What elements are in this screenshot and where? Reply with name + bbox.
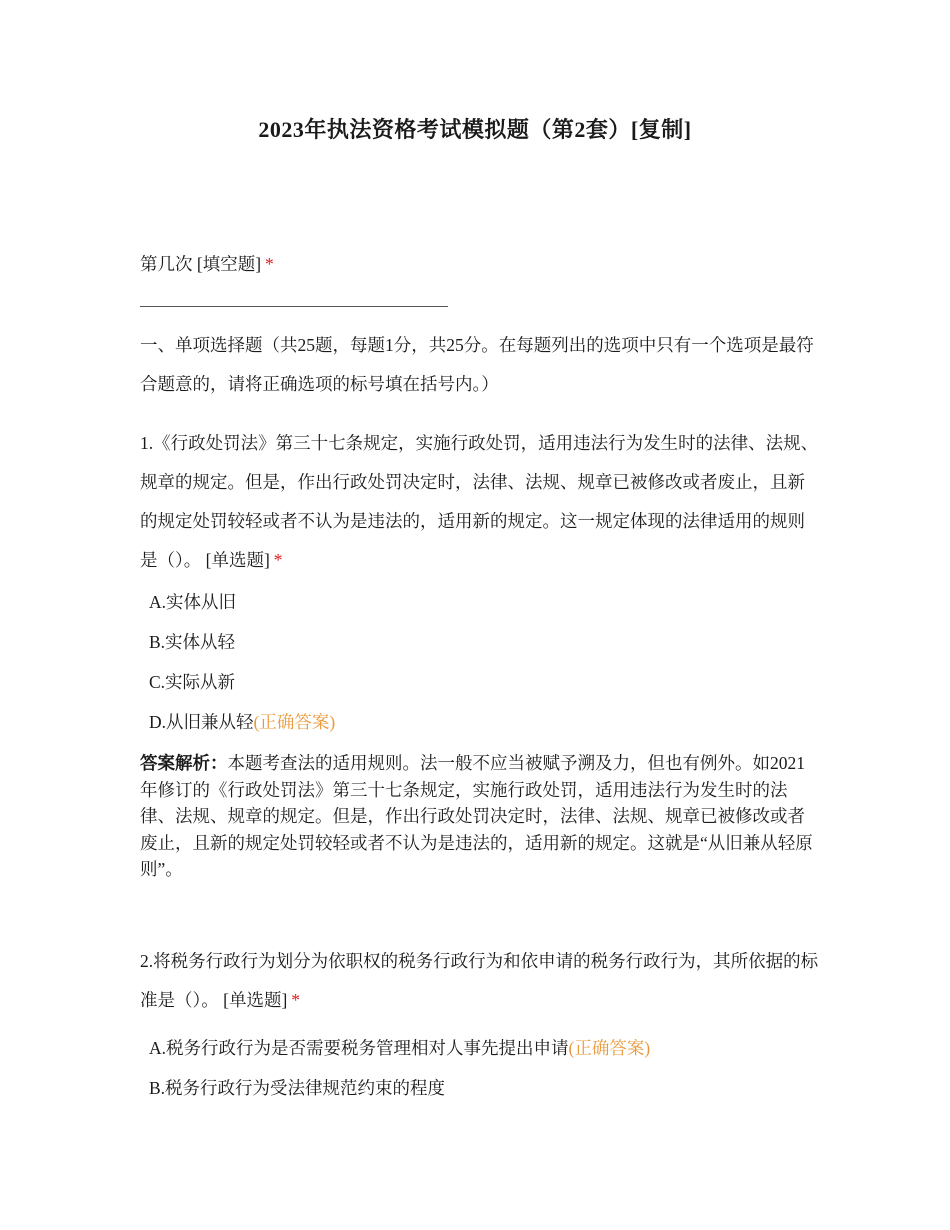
- required-mark: *: [291, 990, 301, 1010]
- question-1-stem: [140, 424, 820, 580]
- option-b[interactable]: [149, 630, 235, 654]
- option-text: A.实体从旧: [149, 592, 237, 612]
- option-text: D.从旧兼从轻: [149, 712, 254, 732]
- correct-answer-tag: (正确答案): [568, 1038, 651, 1058]
- option-b[interactable]: [149, 1076, 445, 1100]
- option-text: B.实体从轻: [149, 632, 236, 652]
- answer-analysis: [140, 750, 820, 883]
- question-2-stem: [140, 942, 820, 1020]
- option-d[interactable]: [149, 710, 335, 734]
- correct-answer-tag: (正确答案): [253, 712, 336, 732]
- question-type: [单选题]: [205, 550, 270, 570]
- page-title: 2023年执法资格考试模拟题（第2套）[复制]: [258, 117, 692, 142]
- fill-question-label-row: [140, 250, 820, 278]
- question-stem-text: 1.《行政处罚法》第三十七条规定，实施行政处罚，适用违法行为发生时的法律、法规、规章的规定。但是，作出行政处罚决定时，法律、法规、规章已被修改或者废止，且新的规定处罚较轻或者不认为是违法的，适用新的规定。这一规定体现的法律适用的规则是（）。: [140, 433, 819, 570]
- analysis-text: 本题考查法的适用规则。法一般不应当被赋予溯及力，但也有例外。如2021年修订的《行政处罚法》第三十七条规定，实施行政处罚，适用违法行为发生时的法律、法规、规章的规定。但是，作出行政处罚决定时，法律、法规、规章已被修改或者废止，且新的规定处罚较轻或者不认为是违法的，适用新的规定。这就是“从旧兼从轻原则”。: [140, 753, 813, 879]
- fill-answer-line[interactable]: [140, 306, 448, 307]
- fill-question-label: 第几次: [140, 254, 193, 274]
- analysis-label: 答案解析：: [140, 753, 228, 773]
- option-a[interactable]: [149, 590, 236, 614]
- section-heading: 一、单项选择题（共25题，每题1分，共25分。在每题列出的选项中只有一个选项是最符合题意的，请将正确选项的标号填在括号内。）: [140, 335, 814, 394]
- option-c[interactable]: [149, 670, 235, 694]
- required-mark: *: [273, 550, 283, 570]
- option-a[interactable]: [149, 1036, 650, 1060]
- option-text: C.实际从新: [149, 672, 236, 692]
- option-text: B.税务行政行为受法律规范约束的程度: [149, 1078, 446, 1098]
- question-type: [填空题]: [196, 254, 262, 274]
- question-type: [单选题]: [223, 990, 288, 1010]
- required-mark: *: [265, 254, 274, 274]
- question-stem-text: 2.将税务行政行为划分为依职权的税务行政行为和依申请的税务行政行为，其所依据的标准是（）。: [140, 951, 819, 1010]
- option-text: A.税务行政行为是否需要税务管理相对人事先提出申请: [149, 1038, 569, 1058]
